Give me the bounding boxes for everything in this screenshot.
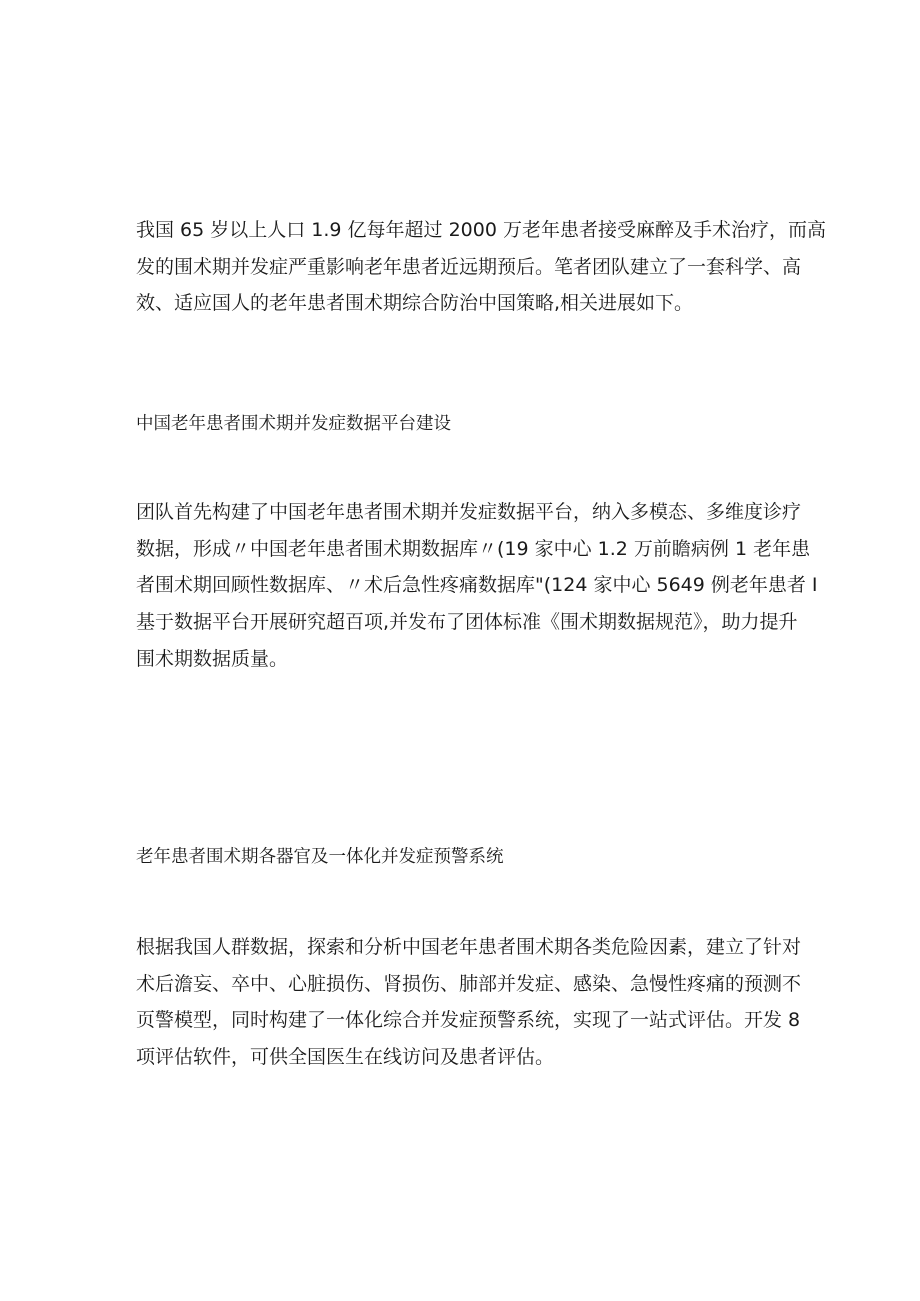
intro-paragraph xyxy=(136,212,826,322)
section-heading-data-platform: 中国老年患者围术期并发症数据平台建设 xyxy=(136,414,451,434)
text-line: 者围术期回顾性数据库、〃术后急性疼痛数据库"(124 家中心 5649 例老年患者 I xyxy=(136,574,818,597)
data-platform-paragraph xyxy=(136,494,818,677)
warning-system-paragraph xyxy=(136,929,802,1076)
text-line: 基于数据平台开展研究超百项,并发布了团体标准《围术期数据规范》，助力提升 xyxy=(136,611,798,634)
text-line: 术后澹妄、卒中、心脏损伤、肾损伤、肺部并发症、感染、急慢性疼痛的预测不 xyxy=(136,972,802,995)
text-line: 数据，形成〃中国老年患者围术期数据库〃(19 家中心 1.2 万前瞻病例 1 老年患 xyxy=(136,537,811,560)
text-line: 项评估软件，可供全国医生在线访问及患者评估。 xyxy=(136,1046,555,1069)
text-line: 页警模型，同时构建了一体化综合并发症预警系统，实现了一站式评估。开发 8 xyxy=(136,1009,801,1032)
text-line: 我国 65 岁以上人口 1.9 亿每年超过 2000 万老年患者接受麻醉及手术治疗，而高 xyxy=(136,219,826,241)
text-line: 团队首先构建了中国老年患者围术期并发症数据平台，纳入多模态、多维度诊疗 xyxy=(136,501,802,523)
text-line: 根据我国人群数据，探索和分析中国老年患者围术期各类危险因素，建立了针对 xyxy=(136,936,802,958)
section-heading-warning-system: 老年患者围术期各器官及一体化并发症预警系统 xyxy=(136,847,504,867)
text-line: 效、适应国人的老年患者围术期综合防治中国策略,相关进展如下。 xyxy=(136,292,694,315)
text-line: 发的围术期并发症严重影响老年患者近远期预后。笔者团队建立了一套科学、高 xyxy=(136,255,802,278)
text-line: 围术期数据质量。 xyxy=(136,647,289,670)
